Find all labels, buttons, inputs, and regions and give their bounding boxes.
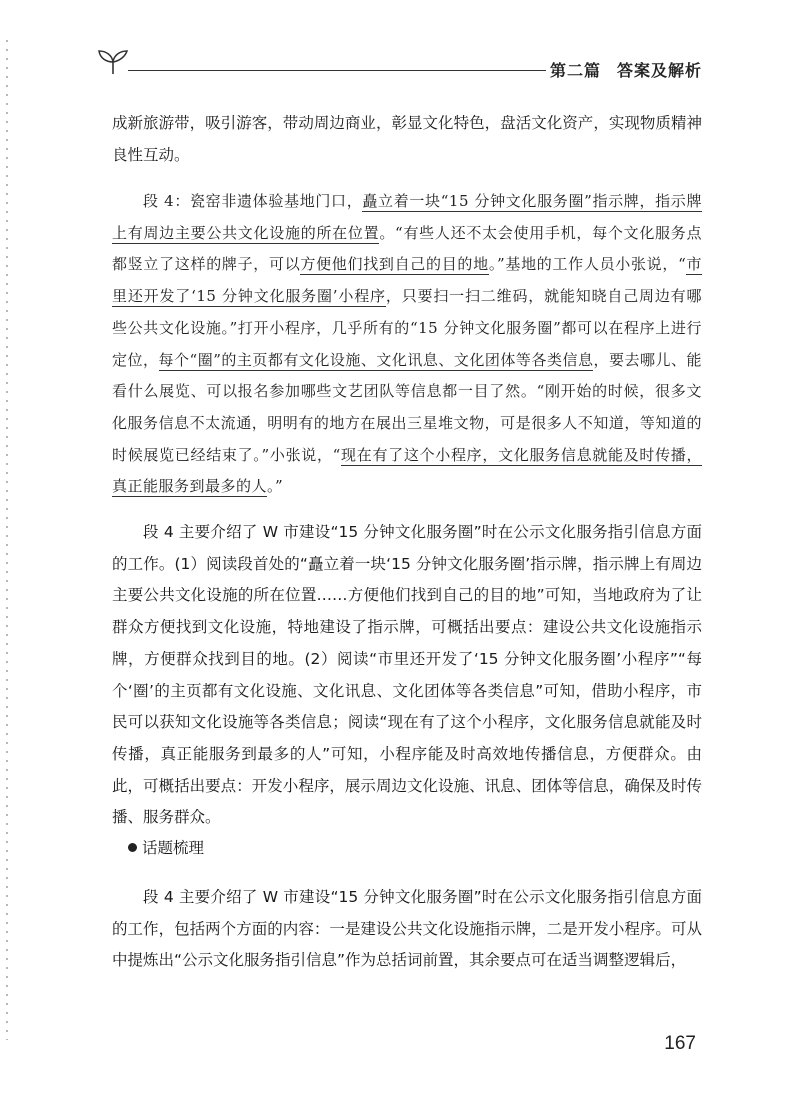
underlined-phrase: 现在有了这个小程序，文化服务信息就能及时传播，真正能服务到最多的人 — [112, 445, 702, 496]
topic-heading — [128, 836, 204, 858]
underlined-phrase: 方便他们找到自己的目的地 — [300, 255, 489, 274]
passage-text: ，只要扫一扫二维码，就能知晓自己周边有哪些公共文化设施。”打开小程序，几乎所有的“15 分钟文化服务圈”都可以在程序上进行定位， — [112, 287, 702, 369]
passage-text: 。” — [267, 477, 284, 496]
passage-text: 段 4：瓷窑非遗体验基地门口， — [143, 192, 363, 210]
topic-heading-label: 话题梳理 — [142, 839, 205, 857]
header-title — [550, 58, 702, 81]
underlined-phrase: 矗立着一块“15 分钟文化服务圈”指示牌，指示牌上有周边主要公共文化设施的所在位置 — [112, 192, 702, 242]
underlined-phrase: 每个“圈”的主页都有文化设施、文化讯息、文化团体等各类信息 — [158, 350, 594, 369]
passage-text: 。”基地的工作人员小张说，“ — [488, 255, 687, 274]
section-label: 答案及解析 — [616, 61, 702, 80]
passage-text: ，要去哪儿、能看什么展览、可以报名参加哪些文艺团队等信息都一目了然。“刚开始的时候，很多文化服务信息不太流通，明明有的地方在展出三星堆文物，可是很多人不知道，等知道的时候展览已经结束了。”小张说，“ — [112, 350, 702, 464]
bullet-icon — [128, 843, 137, 852]
quoted-passage — [112, 186, 702, 503]
chapter-label: 第二篇 — [549, 61, 601, 80]
summary-paragraph: 段 4 主要介绍了 W 市建设“15 分钟文化服务圈”时在公示文化服务指引信息方面的工作，包括两个方面的内容：一是建设公共文化设施指示牌，二是开发小程序。可从中提炼出“公示文化服务指引信息”作为总括词前置，其余要点可在适当调整逻辑后， — [112, 888, 702, 970]
page-number: 167 — [664, 1033, 696, 1054]
analysis-paragraph: 段 4 主要介绍了 W 市建设“15 分钟文化服务圈”时在公示文化服务指引信息方面的工作。(1）阅读段首处的“矗立着一块‘15 分钟文化服务圈’指示牌，指示牌上有周边主要公共文化设施的所在位置……方便他们找到自己的目的地”可知，当地政府为了让群众方便找到文化设施，特地建设了指示牌，可概括出要点：建设公共文化设施指示牌，方便群众找到目的地。(2）阅读“市里还开发了‘15 分钟文化服务圈’小程序”“每个‘圈’的主页都有文化设施、文化讯息、文化团体等各类信息”可知，借助小程序，市民可以获知文化设施等各类信息；阅读“现在有了这个小程序，文化服务信息就能及时传播，真正能服务到最多的人”可知，小程序能及时高效地传播信息，方便群众。由此，可概括出要点：开发小程序，展示周边文化设施、讯息、团体等信息，确保及时传播、服务群众。 — [112, 523, 702, 827]
sprout-icon — [96, 48, 130, 76]
binding-margin-marks — [6, 40, 8, 1040]
header-rule — [128, 70, 546, 71]
passage-text: 。“有些人还不太会使用手机，每个文化服务点都竖立了这样的牌子，可以 — [112, 223, 702, 274]
running-header — [96, 46, 702, 86]
underlined-phrase: 市里还开发了‘15 分钟文化服务圈’小程序 — [112, 255, 702, 306]
paragraph-continuation: 成新旅游带，吸引游客，带动周边商业，彰显文化特色，盘活文化资产，实现物质精神良性互动。 — [112, 114, 702, 164]
